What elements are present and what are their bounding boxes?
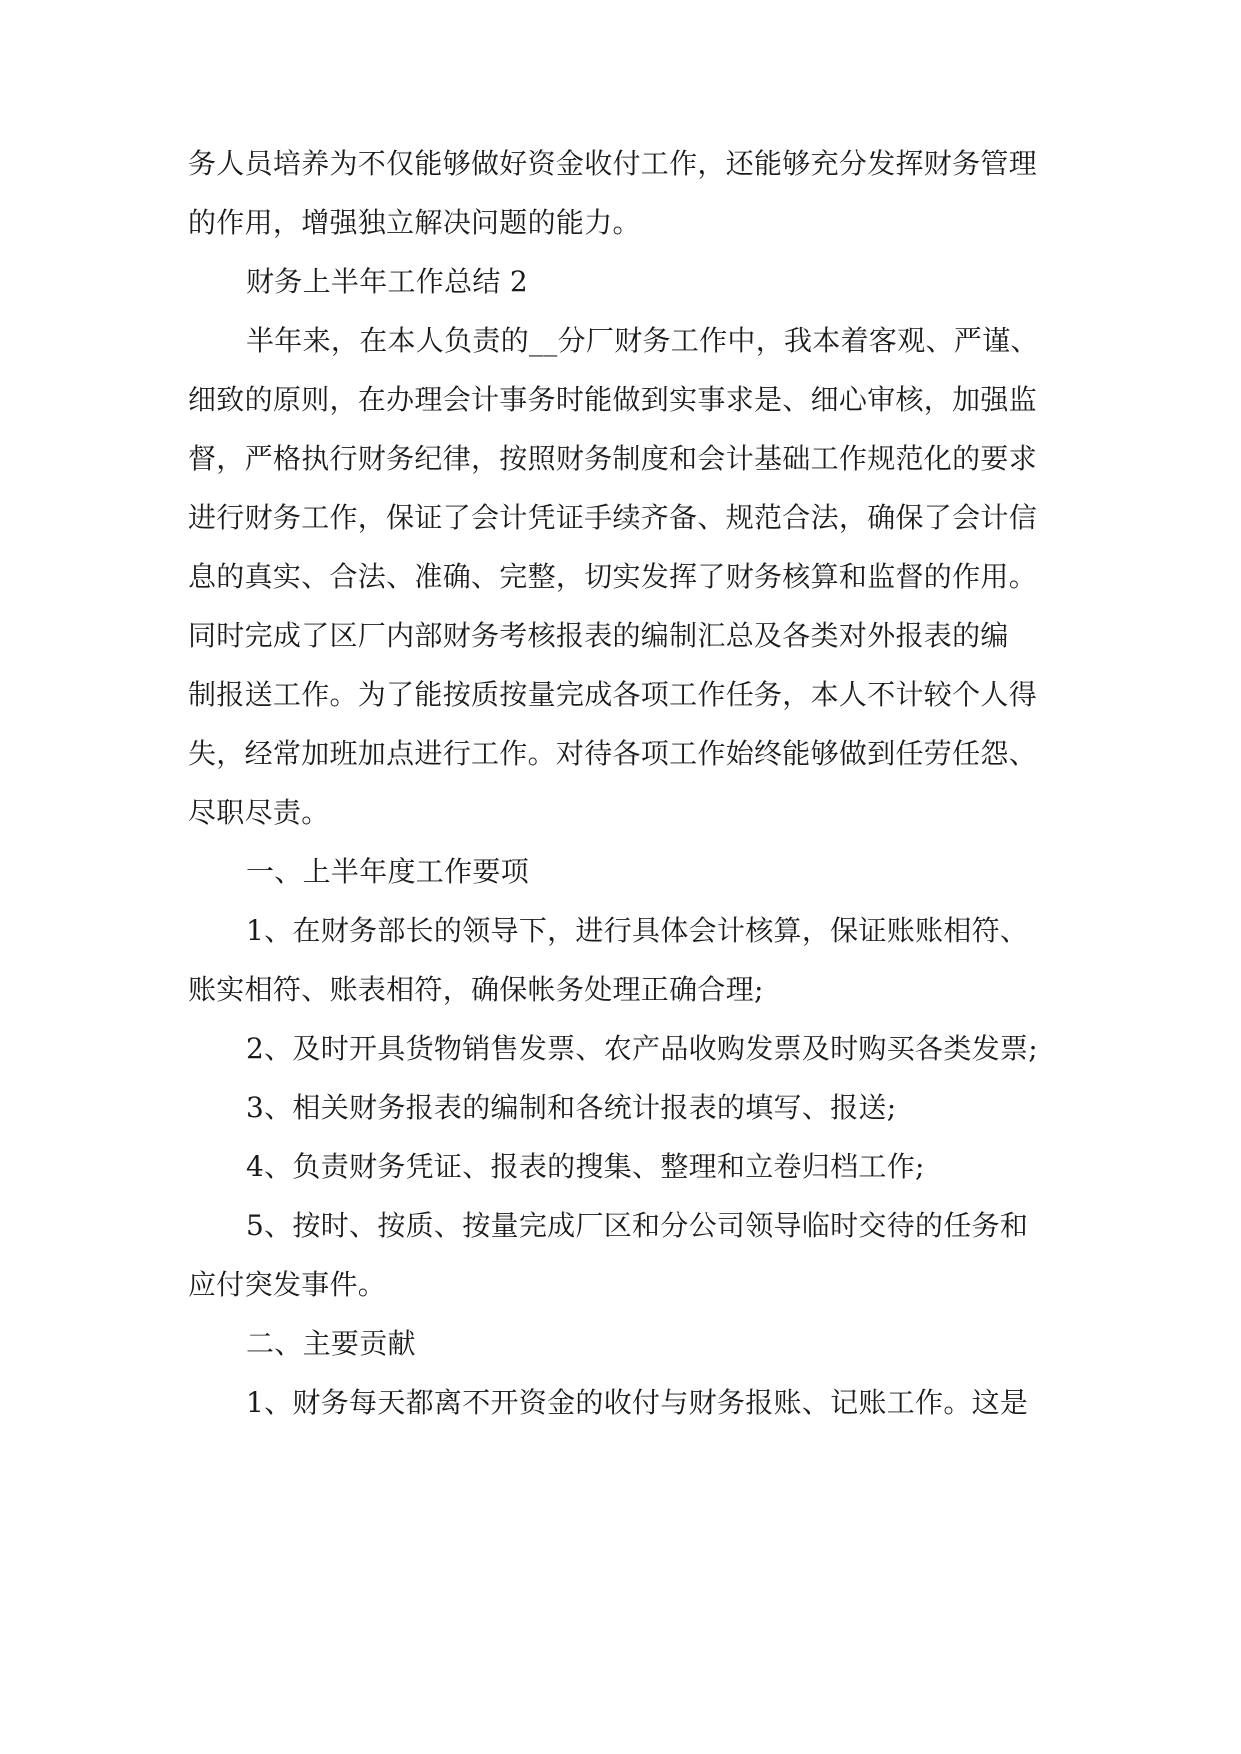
text-line: 息的真实、合法、准确、完整，切实发挥了财务核算和监督的作用。 — [188, 560, 1038, 593]
list-item: 4、负责财务凭证、报表的搜集、整理和立卷归档工作; — [246, 1150, 925, 1183]
text-line: 同时完成了区厂内部财务考核报表的编制汇总及各类对外报表的编 — [188, 619, 1009, 652]
text-line: 应付突发事件。 — [188, 1268, 387, 1301]
section-heading: 财务上半年工作总结 2 — [246, 265, 529, 298]
list-item: 1、在财务部长的领导下，进行具体会计核算，保证账账相符、 — [246, 914, 1029, 947]
text-line: 账实相符、账表相符，确保帐务处理正确合理; — [188, 973, 764, 1006]
text-line: 的作用，增强独立解决问题的能力。 — [188, 206, 641, 239]
section-heading: 一、上半年度工作要项 — [246, 855, 530, 888]
text-line: 尽职尽责。 — [188, 796, 330, 829]
text-line: 制报送工作。为了能按质按量完成各项工作任务，本人不计较个人得 — [188, 678, 1038, 711]
text-line: 督，严格执行财务纪律，按照财务制度和会计基础工作规范化的要求 — [188, 442, 1038, 475]
section-heading: 二、主要贡献 — [246, 1327, 416, 1360]
text-line: 失，经常加班加点进行工作。对待各项工作始终能够做到任劳任怨、 — [188, 737, 1038, 770]
text-line: 进行财务工作，保证了会计凭证手续齐备、规范合法，确保了会计信 — [188, 501, 1038, 534]
list-item: 3、相关财务报表的编制和各统计报表的填写、报送; — [246, 1091, 897, 1124]
text-line: 细致的原则，在办理会计事务时能做到实事求是、细心审核，加强监 — [188, 383, 1038, 416]
text-line: 半年来，在本人负责的__分厂财务工作中，我本着客观、严谨、 — [246, 324, 1039, 357]
list-item: 5、按时、按质、按量完成厂区和分公司领导临时交待的任务和 — [246, 1209, 1029, 1242]
list-item: 1、财务每天都离不开资金的收付与财务报账、记账工作。这是 — [246, 1386, 1029, 1419]
text-line: 务人员培养为不仅能够做好资金收付工作，还能够充分发挥财务管理 — [188, 147, 1038, 180]
list-item: 2、及时开具货物销售发票、农产品收购发票及时购买各类发票; — [246, 1032, 1038, 1065]
